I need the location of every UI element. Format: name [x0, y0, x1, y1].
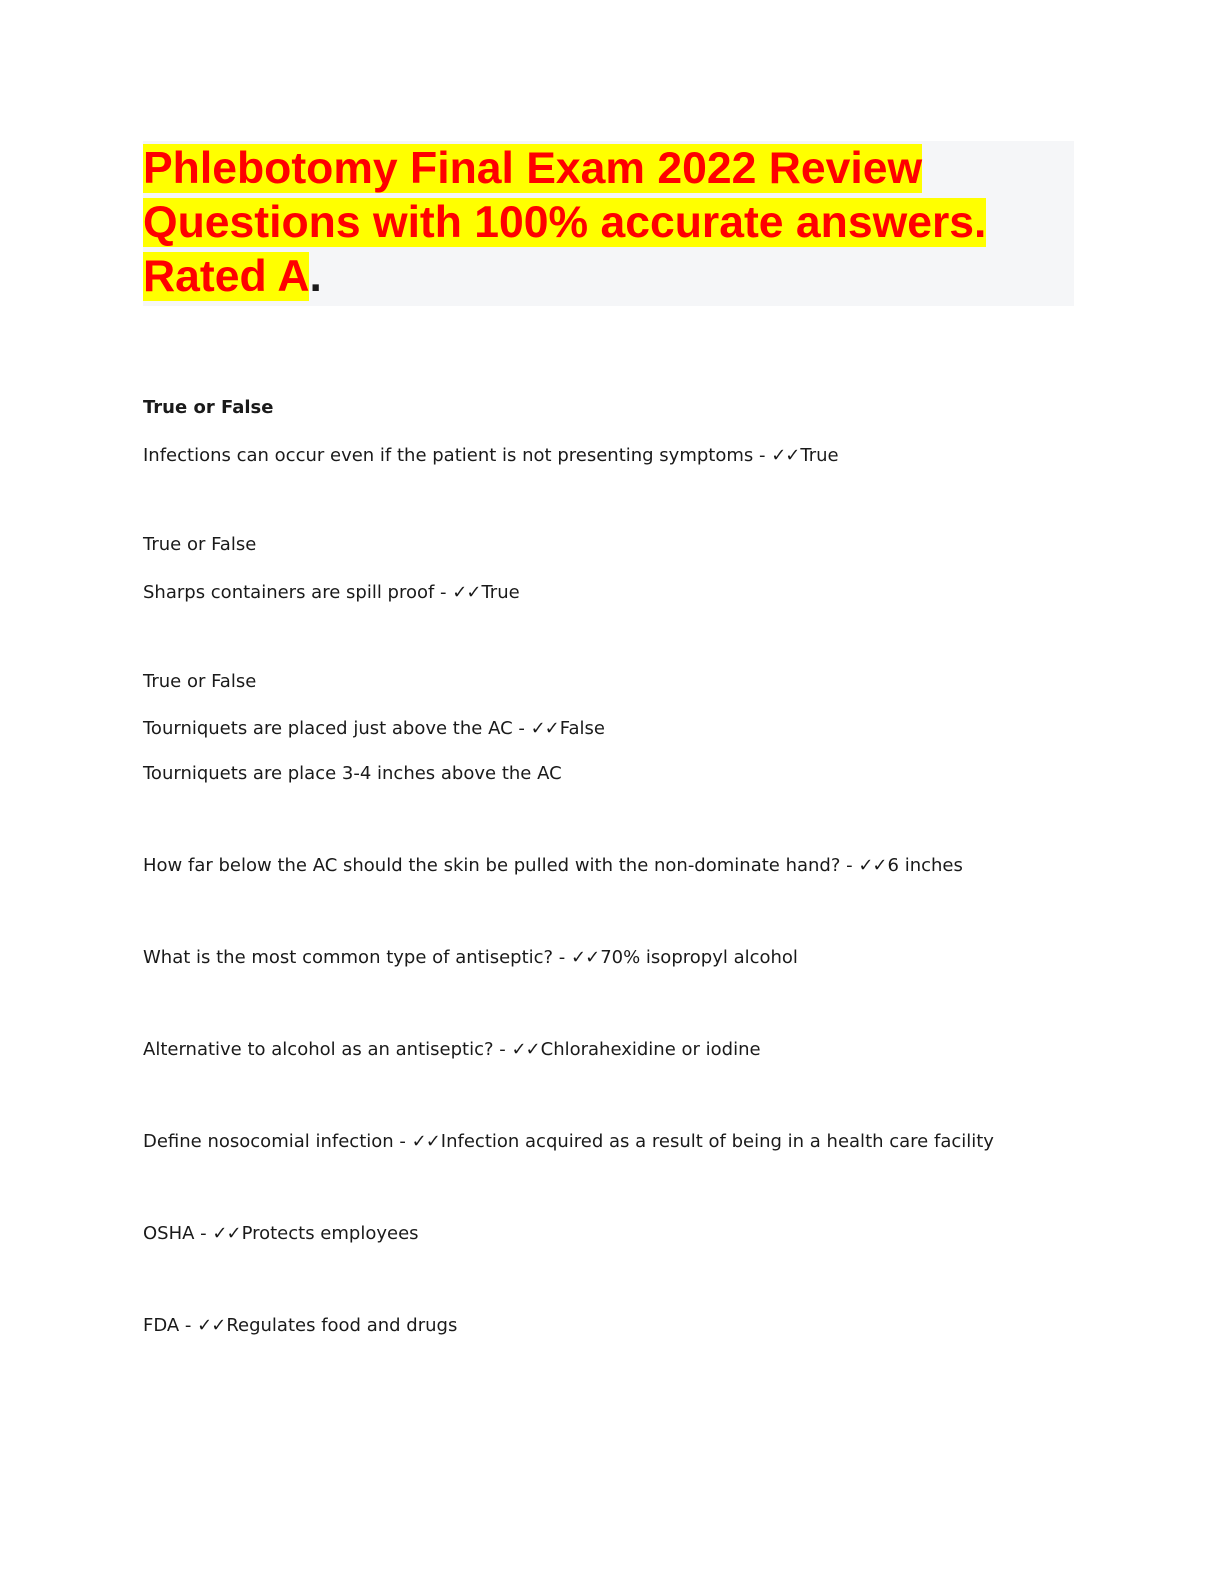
answer-explanation: Tourniquets are place 3-4 inches above the AC [143, 763, 562, 784]
answer-text: 6 inches [887, 855, 963, 876]
answer-text: False [559, 718, 605, 739]
answer-text: True [481, 582, 520, 603]
answer-text: Protects employees [241, 1223, 419, 1244]
document-title [143, 142, 1083, 304]
checkmark-icon: ✓✓ [571, 947, 600, 968]
answer-text: 70% isopropyl alcohol [600, 947, 798, 968]
question-heading: True or False [143, 534, 257, 555]
checkmark-icon: ✓✓ [212, 1223, 241, 1244]
answer-text: Infection acquired as a result of being in a health care facility [440, 1131, 994, 1152]
answer-text: True [800, 445, 839, 466]
title-trailing-period: . [309, 252, 322, 301]
question-line: OSHA - ✓✓Protects employees [143, 1223, 419, 1244]
title-highlighted-text: Phlebotomy Final Exam 2022 Review Questions with 100% accurate answers. Rated A [143, 144, 987, 301]
question-line: Define nosocomial infection - ✓✓Infection acquired as a result of being in a health care facility [143, 1131, 994, 1152]
answer-text: Regulates food and drugs [226, 1315, 458, 1336]
checkmark-icon: ✓✓ [197, 1315, 226, 1336]
checkmark-icon: ✓✓ [452, 582, 481, 603]
question-heading: True or False [143, 397, 274, 418]
question-line: What is the most common type of antiseptic? - ✓✓70% isopropyl alcohol [143, 947, 798, 968]
checkmark-icon: ✓✓ [858, 855, 887, 876]
question-line: Tourniquets are placed just above the AC - ✓✓False [143, 718, 605, 739]
question-line: FDA - ✓✓Regulates food and drugs [143, 1315, 458, 1336]
checkmark-icon: ✓✓ [511, 1039, 540, 1060]
answer-text: Chlorahexidine or iodine [540, 1039, 761, 1060]
question-line: How far below the AC should the skin be pulled with the non-dominate hand? - ✓✓6 inches [143, 855, 963, 876]
question-heading: True or False [143, 671, 257, 692]
question-line: Sharps containers are spill proof - ✓✓True [143, 582, 520, 603]
checkmark-icon: ✓✓ [771, 445, 800, 466]
question-line: Infections can occur even if the patient is not presenting symptoms - ✓✓True [143, 445, 839, 466]
question-line: Alternative to alcohol as an antiseptic? - ✓✓Chlorahexidine or iodine [143, 1039, 761, 1060]
checkmark-icon: ✓✓ [530, 718, 559, 739]
checkmark-icon: ✓✓ [411, 1131, 440, 1152]
